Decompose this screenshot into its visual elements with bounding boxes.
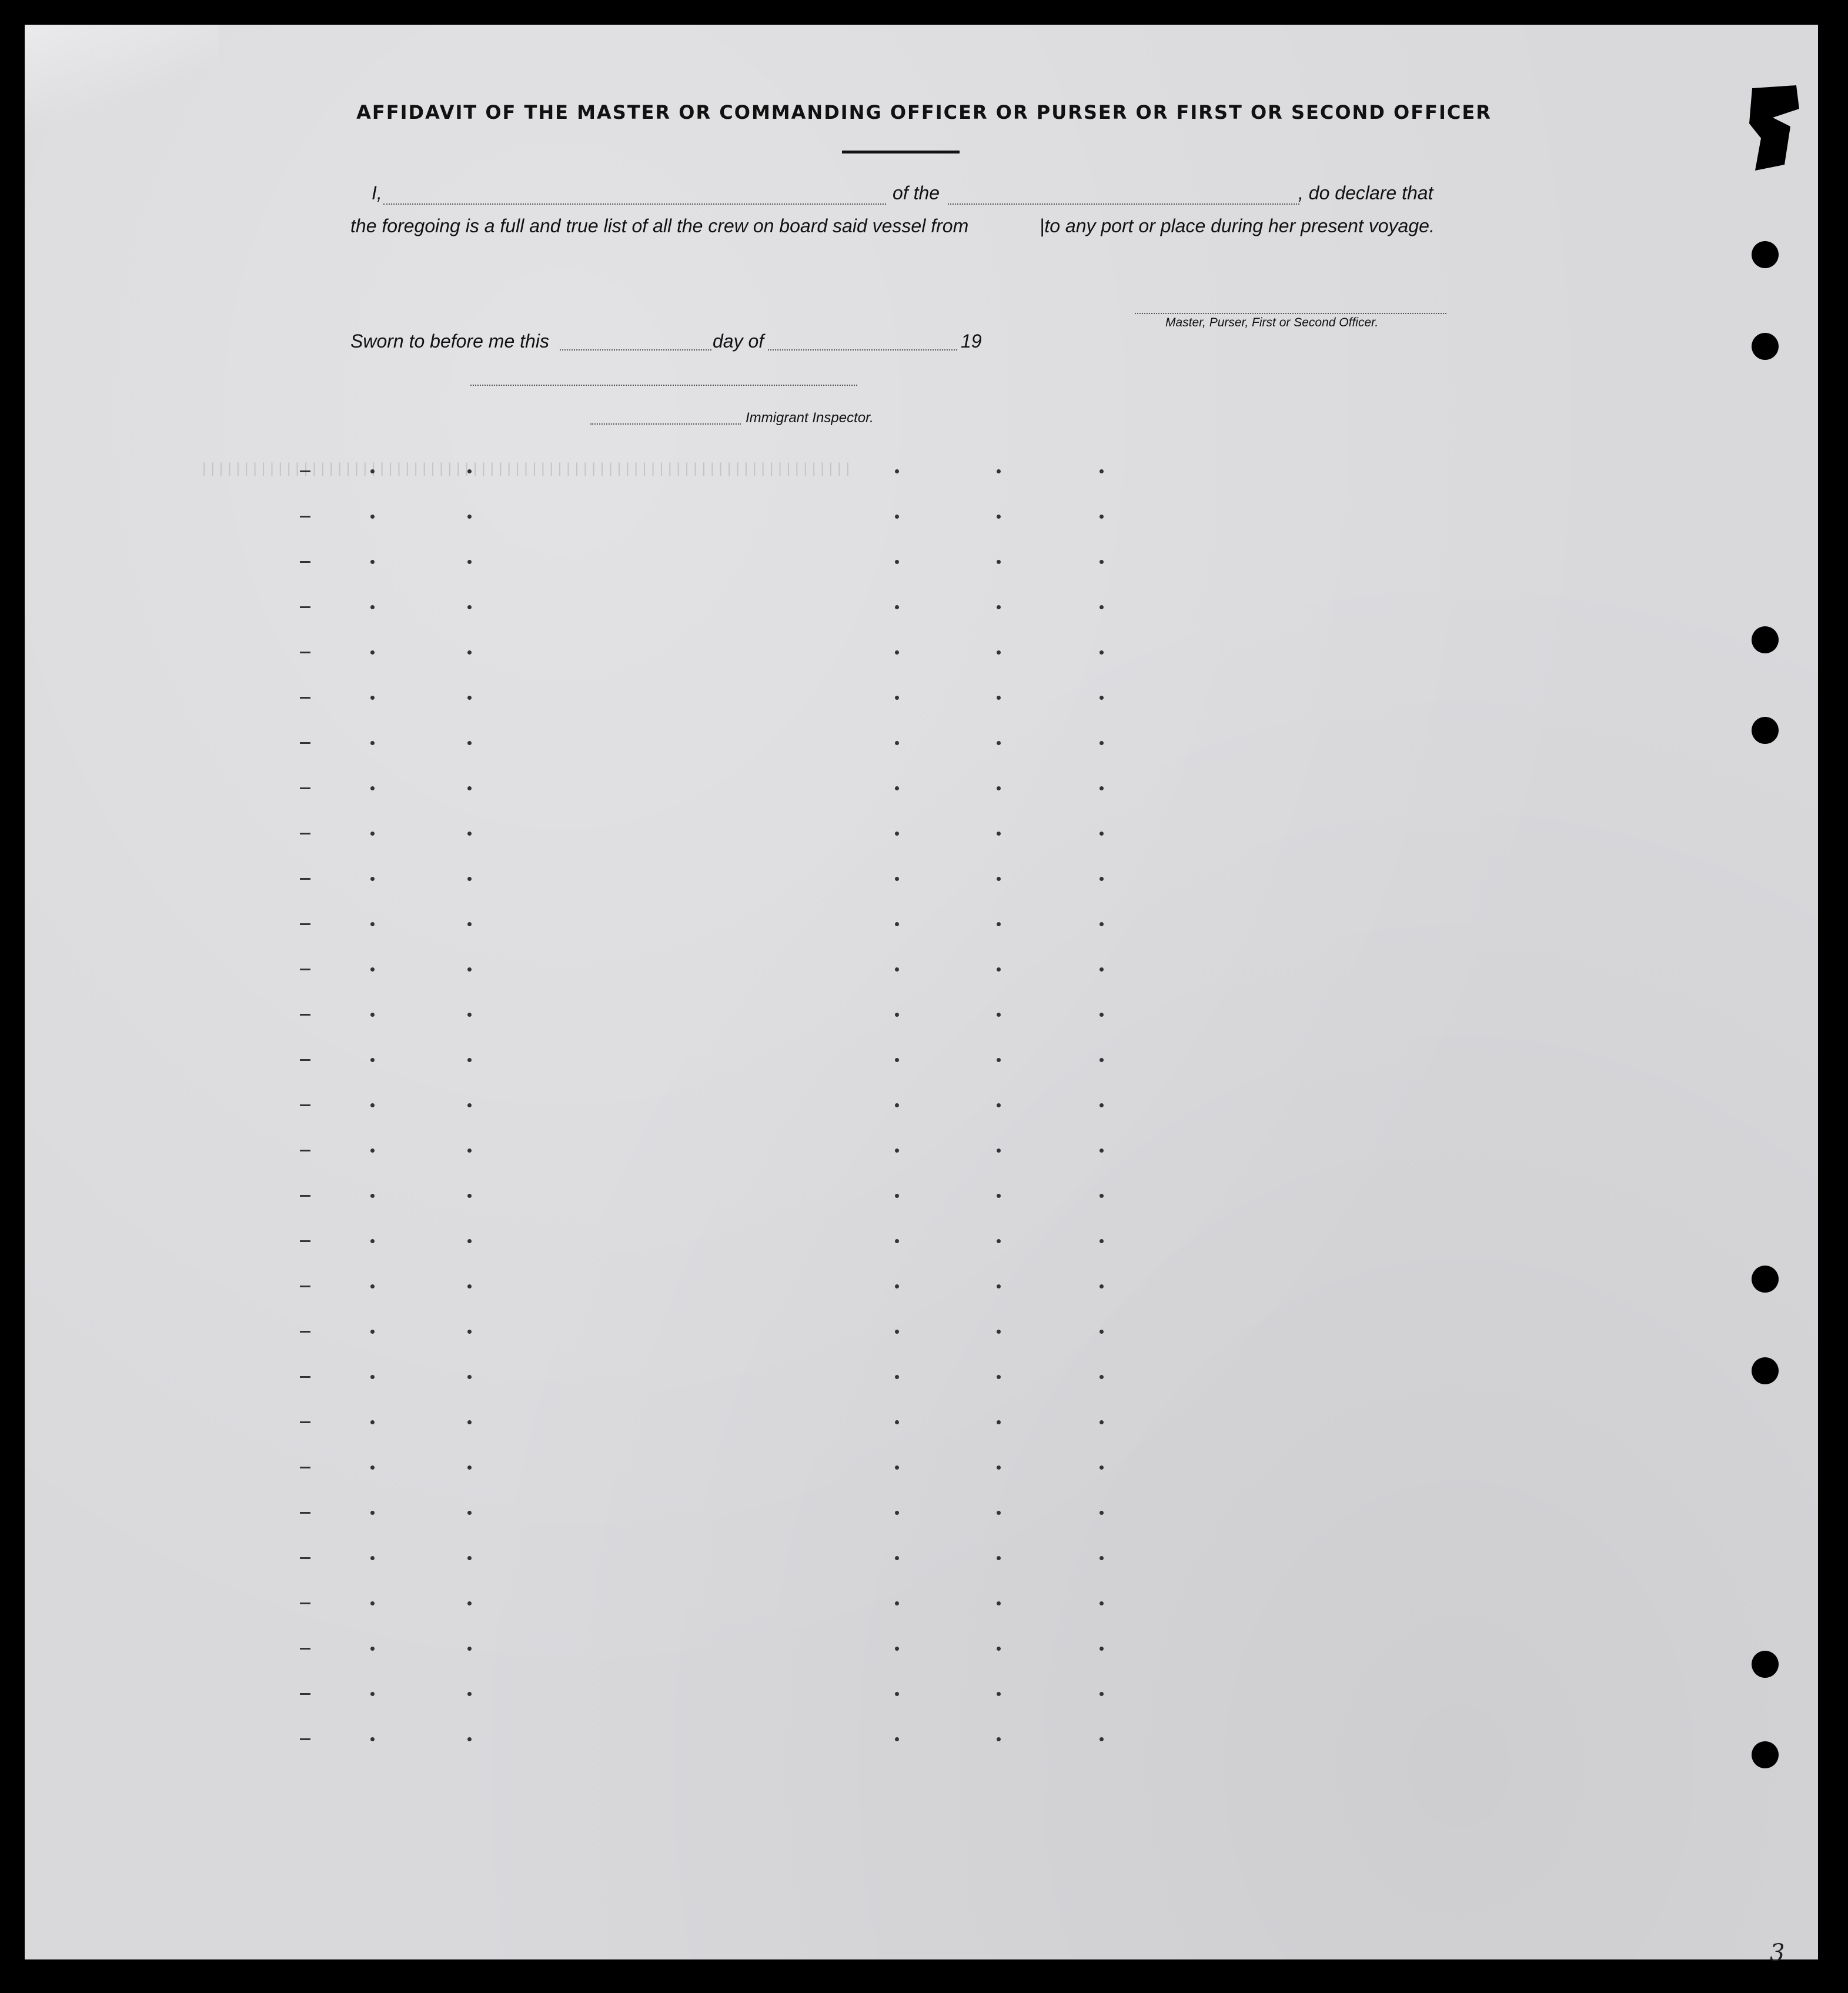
folded-corner (25, 25, 219, 142)
punch-hole (1752, 1357, 1779, 1384)
year-prefix: 19 (961, 331, 982, 352)
affidavit-of-the-label: of the (893, 182, 940, 203)
punch-hole (1752, 333, 1779, 360)
punch-hole (1752, 1651, 1779, 1678)
bleed-through-crew-list: ||||||||||||||||||||||||||||||||||||||||||||||||||||||||||||||||||||||||||||| (200, 462, 852, 478)
affidavit-voyage-text: |to any port or place during her present voyage. (1040, 215, 1435, 236)
officer-signature-blank (1135, 313, 1446, 314)
inspector-sworn-blank (470, 385, 857, 386)
punch-hole (1752, 1266, 1779, 1293)
page-number-mark: 3 (1770, 1939, 1785, 1967)
name-blank (383, 203, 886, 205)
inspector-signature-blank (590, 423, 741, 425)
day-of-label: day of (713, 331, 764, 352)
affidavit-declare-label: , do declare that (1298, 182, 1433, 203)
affidavit-i-label: I, (372, 182, 382, 203)
vessel-blank (948, 203, 1299, 205)
sworn-label: Sworn to before me this (350, 331, 549, 352)
heading-underline (842, 151, 960, 153)
punch-hole (1752, 1741, 1779, 1768)
sworn-day-blank (560, 349, 711, 350)
officer-caption: Master, Purser, First or Second Officer. (1165, 316, 1379, 329)
punch-hole (1752, 717, 1779, 744)
affidavit-foregoing-text: the foregoing is a full and true list of all the crew on board said vessel from (350, 215, 969, 236)
punch-hole (1752, 626, 1779, 653)
affidavit-heading: AFFIDAVIT OF THE MASTER OR COMMANDING OFFICER OR PURSER OR FIRST OR SECOND OFFICER (356, 101, 1492, 123)
punch-hole (1752, 241, 1779, 268)
sworn-month-blank (768, 349, 957, 350)
binder-clip-mark (1749, 82, 1802, 171)
inspector-caption: Immigrant Inspector. (746, 410, 874, 426)
